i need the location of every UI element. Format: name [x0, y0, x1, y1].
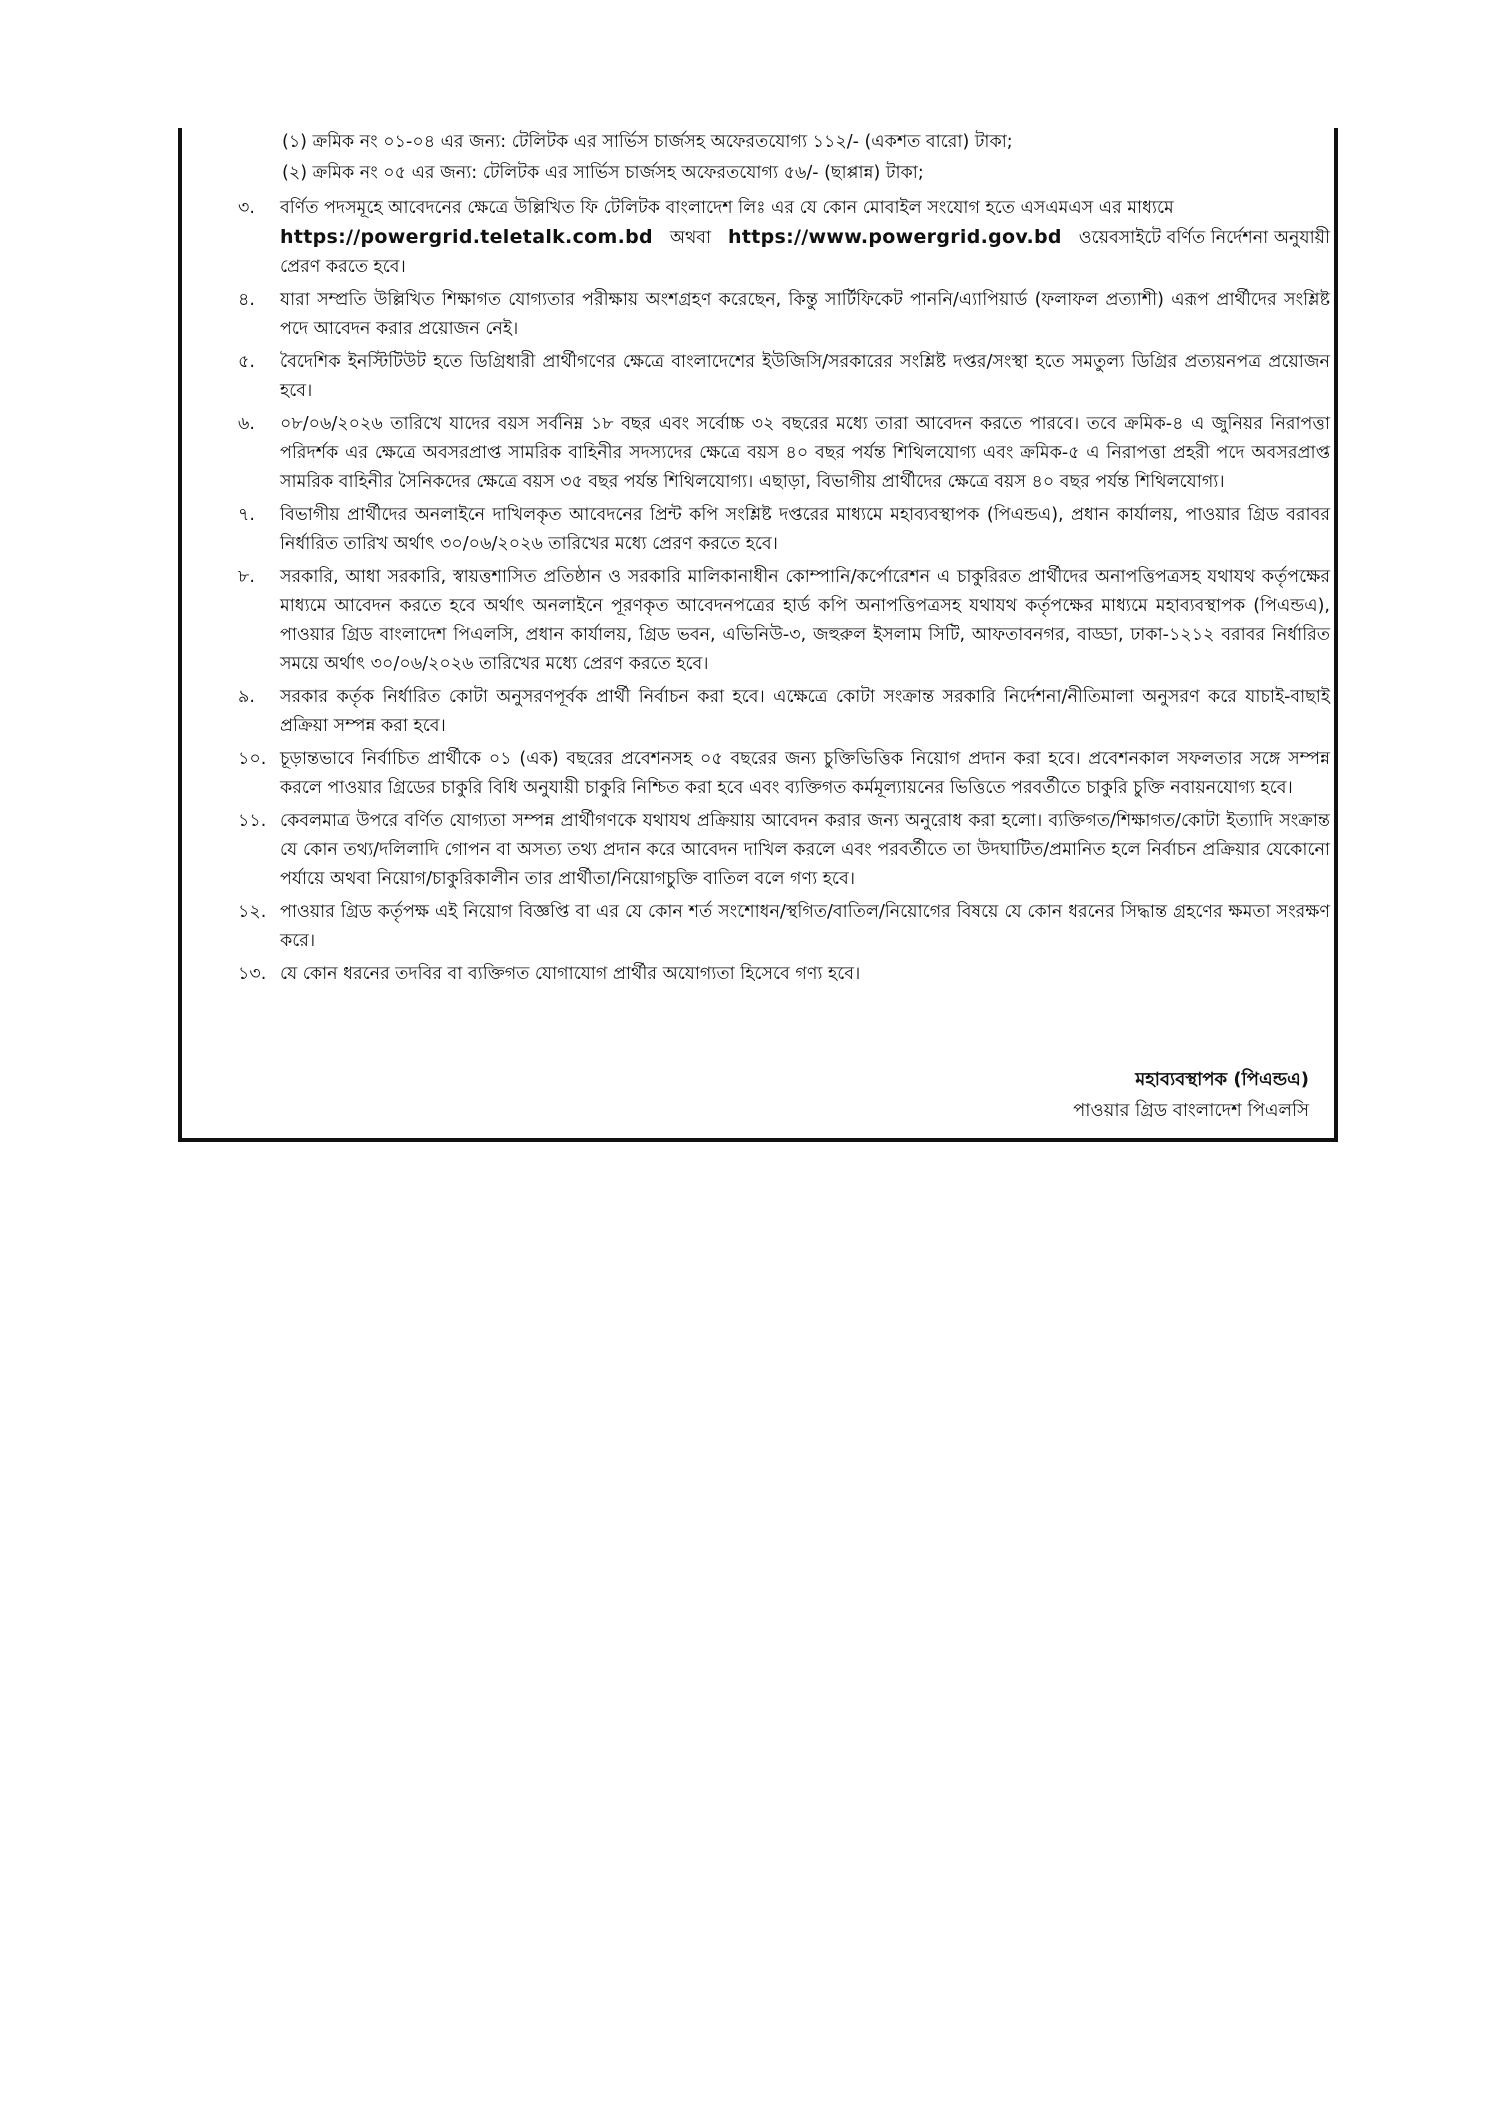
teletalk-url-link[interactable]: https://powergrid.teletalk.com.bd: [280, 226, 653, 248]
item-text: সরকার কর্তৃক নির্ধারিত কোটা অনুসরণপূর্বক প্রার্থী নির্বাচন করা হবে। এক্ষেত্রে কোটা সংক্রান্ত সরকারি নির্দেশনা/নীতিমালা অনুসরণ করে যাচাই-বাছাই প্রক্রিয়া সম্পন্ন করা হবে।: [280, 687, 1330, 736]
list-item-9: [238, 683, 1330, 741]
list-item-7: [238, 501, 1330, 559]
signatory-organization: পাওয়ার গ্রিড বাংলাদেশ পিএলসি: [1073, 1100, 1309, 1121]
item-text: যে কোন ধরনের তদবির বা ব্যক্তিগত যোগাযোগ প্রার্থীর অযোগ্যতা হিসেবে গণ্য হবে।: [280, 964, 861, 984]
or-text: অথবা: [669, 228, 712, 248]
item-number: ১০.: [238, 749, 267, 769]
notice-body: [238, 128, 1330, 989]
item-text: বৈদেশিক ইনস্টিটিউট হতে ডিগ্রিধারী প্রার্থীগণের ক্ষেত্রে বাংলাদেশের ইউজিসি/সরকারের সংশ্লিষ্ট দপ্তর/সংস্থা হতে সমতুল্য ডিগ্রির প্রত্যয়নপত্র প্রয়োজন হবে।: [280, 352, 1330, 401]
item-number: ৮.: [238, 567, 255, 587]
item-text: চূড়ান্তভাবে নির্বাচিত প্রার্থীকে ০১ (এক) বছরের প্রবেশনসহ ০৫ বছরের জন্য চুক্তিভিত্তিক নিয়োগ প্রদান করা হবে। প্রবেশনকাল সফলতার সঙ্গে সম্পন্ন করলে পাওয়ার গ্রিডের চাকুরি বিধি অনুযায়ী চাকুরি নিশ্চিত করা হবে এবং ব্যক্তিগত কর্মমূল্যায়নের ভিত্তিতে পরবর্তীতে চাকুরি চুক্তি নবায়নযোগ্য হবে।: [280, 749, 1330, 798]
powergrid-url-link[interactable]: https://www.powergrid.gov.bd: [728, 226, 1062, 248]
item-text: সরকারি, আধা সরকারি, স্বায়ত্তশাসিত প্রতিষ্ঠান ও সরকারি মালিকানাধীন কোম্পানি/কর্পোরেশন এ চাকুরিরত প্রার্থীদের অনাপত্তিপত্রসহ যথাযথ কর্তৃপক্ষের মাধ্যমে আবেদন করতে হবে অর্থাৎ অনলাইনে পূরণকৃত আবেদনপত্রের হার্ড কপি অনাপত্তিপত্রসহ যথাযথ কর্তৃপক্ষের মাধ্যমে মহাব্যবস্থাপক (পিএন্ডএ), পাওয়ার গ্রিড বাংলাদেশ পিএলসি, প্রধান কার্যালয়, গ্রিড ভবন, এভিনিউ-৩, জহুরুল ইসলাম সিটি, আফতাবনগর, বাড্ডা, ঢাকা-১২১২ বরাবর নির্ধারিত সময়ে অর্থাৎ ৩০/০৬/২০২৬ তারিখের মধ্যে প্রেরণ করতে হবে।: [280, 567, 1330, 674]
item-text-cont: ওয়েবসাইটে বর্ণিত নির্দেশনা অনুযায়ী প্রেরণ করতে হবে।: [280, 228, 1330, 277]
list-item-4: [238, 286, 1330, 344]
item-number: ৫.: [238, 352, 255, 372]
list-item-6: [238, 410, 1330, 497]
item-number: ৪.: [238, 290, 255, 310]
list-item-12: [238, 898, 1330, 956]
item-text: বিভাগীয় প্রার্থীদের অনলাইনে দাখিলকৃত আবেদনের প্রিন্ট কপি সংশ্লিষ্ট দপ্তরের মাধ্যমে মহাব্যবস্থাপক (পিএন্ডএ), প্রধান কার্যালয়, পাওয়ার গ্রিড বরাবর নির্ধারিত তারিখ অর্থাৎ ৩০/০৬/২০২৬ তারিখের মধ্যে প্রেরণ করতে হবে।: [280, 505, 1330, 554]
item-text: বর্ণিত পদসমূহে আবেদনের ক্ষেত্রে উল্লিখিত ফি টেলিটক বাংলাদেশ লিঃ এর যে কোন মোবাইল সংযোগ হতে এসএমএস এর মাধ্যমে: [280, 198, 1174, 218]
item-number: ৭.: [238, 505, 255, 525]
item-number: ৩.: [238, 198, 255, 218]
item-number: ১৩.: [238, 964, 267, 984]
fee-line-2: (২) ক্রমিক নং ০৫ এর জন্য: টেলিটক এর সার্ভিস চার্জসহ অফেরতযোগ্য ৫৬/- (ছাপ্পান্ন) টাকা;: [282, 163, 924, 183]
list-item-5: [238, 348, 1330, 406]
list-item-8: [238, 563, 1330, 679]
item-number: ৬.: [238, 414, 255, 434]
item-number: ১২.: [238, 902, 267, 922]
item-text: ০৮/০৬/২০২৬ তারিখে যাদের বয়স সর্বনিম্ন ১৮ বছর এবং সর্বোচ্চ ৩২ বছরের মধ্যে তারা আবেদন করতে পারবে। তবে ক্রমিক-৪ এ জুনিয়র নিরাপত্তা পরিদর্শক এর ক্ষেত্রে অবসরপ্রাপ্ত সামরিক বাহিনীর সদস্যদের ক্ষেত্রে বয়স ৪০ বছর পর্যন্ত শিথিলযোগ্য এবং ক্রমিক-৫ এ নিরাপত্তা প্রহরী পদে অবসরপ্রাপ্ত সামরিক বাহিনীর সৈনিকদের ক্ষেত্রে বয়স ৩৫ বছর পর্যন্ত শিথিলযোগ্য। এছাড়া, বিভাগীয় প্রার্থীদের ক্ষেত্রে বয়স ৪০ বছর পর্যন্ত শিথিলযোগ্য।: [280, 414, 1330, 492]
list-item-13: [238, 960, 1330, 989]
signatory-title: মহাব্যবস্থাপক (পিএন্ডএ): [1135, 1069, 1309, 1090]
item-text: পাওয়ার গ্রিড কর্তৃপক্ষ এই নিয়োগ বিজ্ঞপ্তি বা এর যে কোন শর্ত সংশোধন/স্থগিত/বাতিল/নিয়োগের বিষয়ে যে কোন ধরনের সিদ্ধান্ত গ্রহণের ক্ষমতা সংরক্ষণ করে।: [280, 902, 1330, 951]
fee-line-1: (১) ক্রমিক নং ০১-০৪ এর জন্য: টেলিটক এর সার্ভিস চার্জসহ অফেরতযোগ্য ১১২/- (একশত বারো) টাকা;: [282, 132, 1013, 152]
item-text: কেবলমাত্র উপরে বর্ণিত যোগ্যতা সম্পন্ন প্রার্থীগণকে যথাযথ প্রক্রিয়ায় আবেদন করার জন্য অনুরোধ করা হলো। ব্যক্তিগত/শিক্ষাগত/কোটা ইত্যাদি সংক্রান্ত যে কোন তথ্য/দলিলাদি গোপন বা অসত্য তথ্য প্রদান করে আবেদন দাখিল করলে এবং পরবর্তীতে তা উদঘাটিত/প্রমানিত হলে নির্বাচন প্রক্রিয়ার যেকোনো পর্যায়ে অথবা নিয়োগ/চাকুরিকালীন তার প্রার্থীতা/নিয়োগচুক্তি বাতিল বলে গণ্য হবে।: [280, 811, 1330, 889]
list-item-11: [238, 807, 1330, 894]
item-number: ৯.: [238, 687, 255, 707]
item-text: যারা সম্প্রতি উল্লিখিত শিক্ষাগত যোগ্যতার পরীক্ষায় অংশগ্রহণ করেছেন, কিন্তু সার্টিফিকেট পাননি/এ্যাপিয়ার্ড (ফলাফল প্রত্যাশী) এরূপ প্রার্থীদের সংশ্লিষ্ট পদে আবেদন করার প্রয়োজন নেই।: [280, 290, 1330, 339]
item-number: ১১.: [238, 811, 267, 831]
list-item-10: [238, 745, 1330, 803]
signature-block: [1073, 1064, 1309, 1126]
list-item-3: [238, 194, 1330, 282]
